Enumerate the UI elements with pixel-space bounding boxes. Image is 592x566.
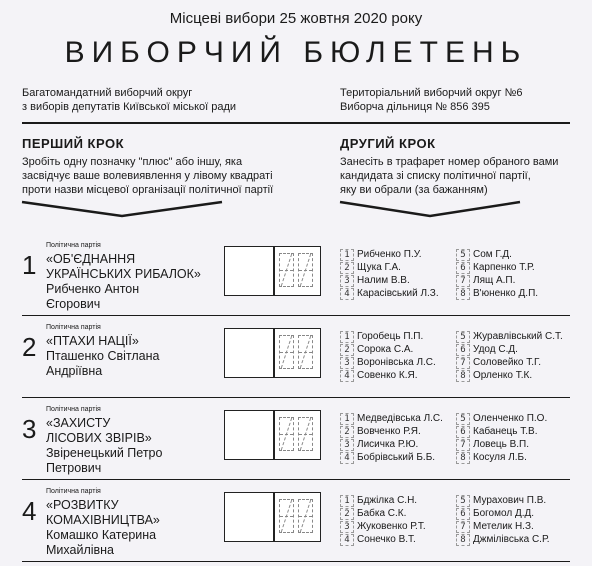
first-step-text bbox=[22, 155, 322, 197]
candidate-name: Медведівська Л.С. bbox=[357, 413, 443, 424]
candidate-name: Богомол Д.Д. bbox=[473, 508, 535, 519]
candidate-item bbox=[456, 287, 586, 300]
candidate-name: Горобець П.П. bbox=[357, 331, 424, 342]
candidate-item bbox=[340, 261, 460, 274]
district-right bbox=[340, 86, 523, 114]
candidate-item bbox=[340, 248, 460, 261]
candidate-item bbox=[340, 287, 460, 300]
party-leader-line: Петрович bbox=[46, 461, 102, 475]
candidate-number: 1 bbox=[340, 413, 354, 425]
candidate-number: 1 bbox=[340, 249, 354, 261]
header-divider bbox=[22, 122, 570, 124]
candidate-name: Воронівська Л.С. bbox=[357, 357, 436, 368]
election-date-line: Місцеві вибори 25 жовтня 2020 року bbox=[169, 10, 423, 27]
candidate-item bbox=[456, 494, 586, 507]
meta-line: Територіальний виборчий округ №6 bbox=[340, 87, 523, 99]
party-leader bbox=[46, 282, 216, 312]
candidate-name: Метелик Н.З. bbox=[473, 521, 534, 532]
candidate-digit-stencil[interactable] bbox=[279, 417, 294, 451]
candidate-name: Лисичка Р.Ю. bbox=[357, 439, 419, 450]
row-divider bbox=[22, 397, 570, 398]
candidate-number: 1 bbox=[340, 331, 354, 343]
party-name-line: «ПТАХИ НАЦІЇ» bbox=[46, 334, 139, 348]
vote-box bbox=[224, 246, 321, 296]
candidate-number: 8 bbox=[456, 452, 470, 464]
first-step-title: ПЕРШИЙ КРОК bbox=[22, 136, 125, 151]
party-leader-line: Пташенко Світлана bbox=[46, 349, 160, 363]
row-divider bbox=[22, 315, 570, 316]
candidate-number: 2 bbox=[340, 508, 354, 520]
party-checkbox[interactable] bbox=[225, 493, 272, 541]
candidate-name: Кабанець Т.В. bbox=[473, 426, 538, 437]
candidate-digit-stencil[interactable] bbox=[279, 253, 294, 287]
candidate-name: Бджілка С.Н. bbox=[357, 495, 418, 506]
candidate-item bbox=[340, 494, 460, 507]
party-label: Політична партія bbox=[46, 406, 101, 413]
step-line: засвідчує ваше волевиявлення у лівому квадраті bbox=[22, 170, 273, 182]
second-step-pointer bbox=[340, 202, 520, 216]
party-label: Політична партія bbox=[46, 324, 101, 331]
candidate-number: 7 bbox=[456, 439, 470, 451]
candidate-number: 5 bbox=[456, 413, 470, 425]
party-name bbox=[46, 252, 216, 282]
party-number: 4 bbox=[22, 496, 37, 526]
candidate-number: 6 bbox=[456, 344, 470, 356]
candidate-name: Сонечко В.Т. bbox=[357, 534, 416, 545]
candidate-list-right bbox=[456, 494, 586, 546]
candidate-number: 8 bbox=[456, 370, 470, 382]
candidate-list-left bbox=[340, 494, 460, 546]
candidate-number: 6 bbox=[456, 508, 470, 520]
candidate-list-left bbox=[340, 248, 460, 300]
candidate-number: 2 bbox=[340, 262, 354, 274]
candidate-item bbox=[456, 507, 586, 520]
ballot-title: ВИБОРЧИЙ БЮЛЕТЕНЬ bbox=[64, 36, 528, 69]
candidate-item bbox=[340, 356, 460, 369]
candidate-number: 3 bbox=[340, 275, 354, 287]
vote-box bbox=[224, 410, 321, 460]
candidate-name: Оленченко П.О. bbox=[473, 413, 548, 424]
party-name-line: «ЗАХИСТУ bbox=[46, 416, 111, 430]
candidate-name: Бабка С.К. bbox=[357, 508, 407, 519]
candidate-number: 5 bbox=[456, 495, 470, 507]
party-leader-line: Звіренецький Петро bbox=[46, 446, 163, 460]
candidate-list-right bbox=[456, 248, 586, 300]
candidate-number: 5 bbox=[456, 249, 470, 261]
candidate-item bbox=[340, 330, 460, 343]
candidate-number: 3 bbox=[340, 357, 354, 369]
candidate-name: Бобрівський Б.Б. bbox=[357, 452, 436, 463]
candidate-item bbox=[340, 438, 460, 451]
candidate-name: В'юненко Д.П. bbox=[473, 288, 539, 299]
candidate-name: Сом Г.Д. bbox=[473, 249, 512, 260]
box-divider bbox=[273, 493, 275, 541]
party-row bbox=[0, 238, 592, 320]
second-step-text bbox=[340, 155, 580, 197]
vote-box bbox=[224, 492, 321, 542]
candidate-name: Щука Г.А. bbox=[357, 262, 401, 273]
step-line: яку ви обрали (за бажанням) bbox=[340, 184, 488, 196]
candidate-digit-stencil[interactable] bbox=[279, 335, 294, 369]
party-row bbox=[0, 320, 592, 402]
candidate-item bbox=[456, 343, 586, 356]
candidate-name: Карасівський Л.З. bbox=[357, 288, 439, 299]
step-line: Зробіть одну позначку "плюс" або іншу, яка bbox=[22, 156, 243, 168]
candidate-name: Рибченко П.У. bbox=[357, 249, 422, 260]
second-step-title: ДРУГИЙ КРОК bbox=[340, 136, 436, 151]
candidate-number: 8 bbox=[456, 288, 470, 300]
candidate-digit-stencil[interactable] bbox=[279, 499, 294, 533]
step-line: Занесіть в трафарет номер обраного вами bbox=[340, 156, 559, 168]
meta-line: з виборів депутатів Київської міської ради bbox=[22, 101, 237, 113]
party-leader-line: Єгорович bbox=[46, 297, 101, 311]
candidate-number: 1 bbox=[340, 495, 354, 507]
party-name-line: ЛІСОВИХ ЗВІРІВ» bbox=[46, 431, 152, 445]
candidate-name: Орленко Т.К. bbox=[473, 370, 533, 381]
party-number: 3 bbox=[22, 414, 37, 444]
meta-line: Багатомандатний виборчий округ bbox=[22, 87, 193, 99]
party-row bbox=[0, 484, 592, 566]
party-leader-line: Рибченко Антон bbox=[46, 282, 140, 296]
district-left bbox=[22, 86, 236, 114]
candidate-name: Совенко К.Я. bbox=[357, 370, 418, 381]
candidate-number: 4 bbox=[340, 534, 354, 546]
candidate-digit-stencil[interactable] bbox=[298, 335, 313, 369]
candidate-list-right bbox=[456, 330, 586, 382]
party-name-line: «ОБ'ЄДНАННЯ bbox=[46, 252, 136, 266]
candidate-item bbox=[456, 451, 586, 464]
party-name bbox=[46, 334, 216, 349]
box-divider bbox=[273, 329, 275, 377]
candidate-item bbox=[456, 330, 586, 343]
candidate-number: 4 bbox=[340, 452, 354, 464]
candidate-item bbox=[340, 343, 460, 356]
party-name bbox=[46, 498, 216, 528]
candidate-item bbox=[456, 412, 586, 425]
candidate-list-right bbox=[456, 412, 586, 464]
candidate-item bbox=[340, 425, 460, 438]
candidate-item bbox=[456, 356, 586, 369]
party-number: 2 bbox=[22, 332, 37, 362]
first-step bbox=[22, 136, 322, 197]
candidate-name: Журавлівський С.Т. bbox=[473, 331, 563, 342]
step-line: проти назви місцевої організації політичної партії bbox=[22, 184, 274, 196]
candidate-number: 2 bbox=[340, 344, 354, 356]
candidate-item bbox=[340, 507, 460, 520]
party-leader-line: Андріївна bbox=[46, 364, 103, 378]
box-divider bbox=[273, 411, 275, 459]
candidate-item bbox=[456, 369, 586, 382]
candidate-item bbox=[340, 412, 460, 425]
candidate-number: 7 bbox=[456, 521, 470, 533]
candidate-item bbox=[456, 425, 586, 438]
candidate-list-left bbox=[340, 412, 460, 464]
step-line: кандидата зі списку політичної партії, bbox=[340, 170, 531, 182]
meta-line: Виборча дільниця № 856 395 bbox=[340, 101, 490, 113]
candidate-list-left bbox=[340, 330, 460, 382]
step-pointers bbox=[0, 196, 592, 220]
party-leader bbox=[46, 528, 216, 558]
candidate-item bbox=[340, 451, 460, 464]
party-number: 1 bbox=[22, 250, 37, 280]
candidate-name: Карпенко Т.Р. bbox=[473, 262, 535, 273]
party-label: Політична партія bbox=[46, 488, 101, 495]
candidate-number: 7 bbox=[456, 357, 470, 369]
vote-box bbox=[224, 328, 321, 378]
candidate-name: Джмілівська С.Р. bbox=[473, 534, 550, 545]
candidate-name: Вовченко Р.Я. bbox=[357, 426, 421, 437]
candidate-item bbox=[456, 261, 586, 274]
candidate-item bbox=[340, 369, 460, 382]
party-row bbox=[0, 402, 592, 484]
candidate-number: 4 bbox=[340, 288, 354, 300]
candidate-name: Мурахович П.В. bbox=[473, 495, 547, 506]
candidate-name: Удод С.Д. bbox=[473, 344, 518, 355]
candidate-name: Соловейко Т.Г. bbox=[473, 357, 541, 368]
candidate-name: Налим В.В. bbox=[357, 275, 410, 286]
candidate-name: Лящ А.П. bbox=[473, 275, 516, 286]
box-divider bbox=[273, 247, 275, 295]
party-name bbox=[46, 416, 216, 446]
candidate-item bbox=[340, 533, 460, 546]
candidate-digit-stencil[interactable] bbox=[298, 499, 313, 533]
row-divider bbox=[22, 561, 570, 562]
first-step-pointer bbox=[22, 202, 222, 216]
candidate-number: 2 bbox=[340, 426, 354, 438]
second-step bbox=[340, 136, 580, 197]
party-checkbox[interactable] bbox=[225, 247, 272, 295]
candidate-number: 3 bbox=[340, 439, 354, 451]
candidate-number: 8 bbox=[456, 534, 470, 546]
candidate-item bbox=[456, 274, 586, 287]
party-name-line: «РОЗВИТКУ bbox=[46, 498, 119, 512]
candidate-item bbox=[340, 274, 460, 287]
party-checkbox[interactable] bbox=[225, 329, 272, 377]
party-leader-line: Михайлівна bbox=[46, 543, 115, 557]
party-name-line: УКРАЇНСЬКИХ РИБАЛОК» bbox=[46, 267, 201, 281]
party-leader-line: Комашко Катерина bbox=[46, 528, 157, 542]
candidate-item bbox=[456, 533, 586, 546]
candidate-number: 7 bbox=[456, 275, 470, 287]
party-label: Політична партія bbox=[46, 242, 101, 249]
candidate-name: Косуля Л.Б. bbox=[473, 452, 527, 463]
candidate-name: Жуковенко Р.Т. bbox=[357, 521, 426, 532]
party-leader bbox=[46, 446, 216, 476]
candidate-digit-stencil[interactable] bbox=[298, 417, 313, 451]
candidate-number: 5 bbox=[456, 331, 470, 343]
candidate-name: Сорока С.А. bbox=[357, 344, 414, 355]
candidate-number: 3 bbox=[340, 521, 354, 533]
candidate-number: 6 bbox=[456, 262, 470, 274]
candidate-number: 6 bbox=[456, 426, 470, 438]
party-checkbox[interactable] bbox=[225, 411, 272, 459]
candidate-name: Ловець В.П. bbox=[473, 439, 530, 450]
candidate-number: 4 bbox=[340, 370, 354, 382]
party-name-line: КОМАХІВНИЦТВА» bbox=[46, 513, 160, 527]
row-divider bbox=[22, 479, 570, 480]
candidate-digit-stencil[interactable] bbox=[298, 253, 313, 287]
candidate-item bbox=[340, 520, 460, 533]
candidate-item bbox=[456, 248, 586, 261]
candidate-item bbox=[456, 438, 586, 451]
party-leader bbox=[46, 349, 216, 379]
candidate-item bbox=[456, 520, 586, 533]
